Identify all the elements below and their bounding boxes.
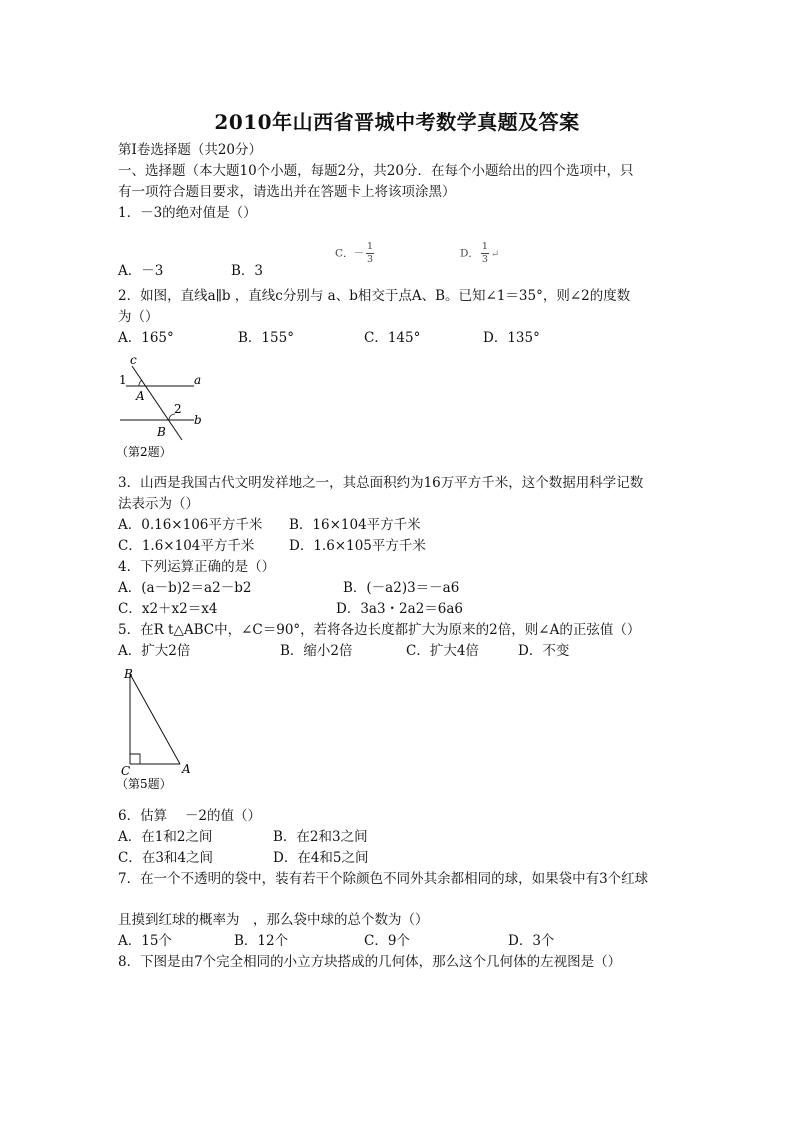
q2-stem-line1: 2．如图，直线a∥b ，直线c分别与 a、b相交于点A、B。已知∠1＝35°，则∠2的度数 xyxy=(118,288,631,304)
q2-option-b: B．155° xyxy=(238,330,294,346)
q4-option-a: A．(a－b)2＝a2－b2 xyxy=(118,580,252,596)
q5-label-A: A xyxy=(182,762,191,776)
q5-label-B: B xyxy=(124,667,133,681)
q2-label-B: B xyxy=(157,425,166,439)
q4-option-b: B．(－a2)3＝－a6 xyxy=(343,580,460,596)
q1-option-d-fraction xyxy=(481,242,489,265)
q1-d-frac-denominator: 3 xyxy=(481,254,488,265)
q2-label-1: 1 xyxy=(119,373,127,387)
q2-label-A: A xyxy=(136,389,145,403)
q2-stem-line2: 为（） xyxy=(118,309,159,325)
q8-stem: 8．下图是由7个完全相同的小立方块搭成的几何体，那么这个几何体的左视图是（） xyxy=(118,954,622,970)
q1-option-a: A．－3 xyxy=(118,263,164,279)
q2-option-a: A．165° xyxy=(118,330,174,346)
q1-option-d-prefix: D． xyxy=(460,247,479,260)
q3-option-c: C．1.6×104平方千米 xyxy=(118,538,255,554)
q4-stem: 4．下列运算正确的是（） xyxy=(118,559,276,575)
q5-option-a: A．扩大2倍 xyxy=(118,643,191,659)
q5-figure-right-triangle xyxy=(110,664,220,794)
q3-option-b: B．16×104平方千米 xyxy=(289,517,421,533)
part1-heading: 第Ⅰ卷选择题（共20分） xyxy=(118,142,263,158)
q6-option-b: B．在2和3之间 xyxy=(273,829,368,845)
q6-stem: 6．估算 －2的值（） xyxy=(118,808,261,824)
q5-option-d: D．不变 xyxy=(518,643,570,659)
q2-option-c: C．145° xyxy=(364,330,421,346)
q2-label-2: 2 xyxy=(174,402,182,416)
q2-figure-caption: （第2题） xyxy=(116,445,172,459)
q1-option-d xyxy=(460,242,499,265)
page-title: 2010年山西省晋城中考数学真题及答案 xyxy=(214,110,580,134)
q3-option-d: D．1.6×105平方千米 xyxy=(289,538,426,554)
q2-option-d: D．135° xyxy=(483,330,540,346)
q1-option-b: B．3 xyxy=(231,263,264,279)
section1-instructions-line2: 有一项符合题目要求，请选出并在答题卡上将该项涂黑） xyxy=(118,184,456,200)
q7-option-b: B．12个 xyxy=(234,933,289,949)
q1-option-c-fraction xyxy=(366,242,374,265)
q1-option-c xyxy=(335,242,374,265)
q6-option-d: D．在4和5之间 xyxy=(273,850,369,866)
q7-option-a: A．15个 xyxy=(118,933,172,949)
section1-instructions-line1: 一、选择题（本大题10个小题，每题2分，共20分．在每个小题给出的四个选项中，只 xyxy=(118,163,634,179)
q1-d-frac-numerator: 1 xyxy=(481,241,488,252)
side-AB xyxy=(130,674,180,764)
q3-stem-line1: 3．山西是我国古代文明发祥地之一，其总面积约为16万平方千米，这个数据用科学记数 xyxy=(118,475,644,491)
q2-label-a: a xyxy=(194,373,202,387)
right-angle-marker-icon xyxy=(130,754,140,764)
q2-label-c: c xyxy=(130,353,137,367)
q5-stem: 5．在R t△ABC中，∠C＝90°，若将各边长度都扩大为原来的2倍，则∠A的正弦值（） xyxy=(118,622,641,638)
q5-option-b: B．缩小2倍 xyxy=(280,643,353,659)
q4-option-d: D．3a3・2a2＝6a6 xyxy=(336,601,464,617)
q6-option-a: A．在1和2之间 xyxy=(118,829,213,845)
q3-stem-line2: 法表示为（） xyxy=(118,496,199,512)
q5-label-C: C xyxy=(121,764,131,778)
q1-c-frac-numerator: 1 xyxy=(367,241,374,252)
q1-option-c-prefix: C．－ xyxy=(335,247,365,260)
q7-stem-line2: 且摸到红球的概率为 ，那么袋中球的总个数为（） xyxy=(118,912,429,928)
q6-option-c: C．在3和4之间 xyxy=(118,850,214,866)
q1-stem: 1．－3的绝对值是（） xyxy=(118,205,257,221)
return-mark-icon: ↵ xyxy=(490,248,500,260)
q1-c-frac-denominator: 3 xyxy=(367,254,374,265)
q2-label-b: b xyxy=(194,413,202,427)
q7-option-c: C．9个 xyxy=(364,933,410,949)
q7-stem-line1: 7．在一个不透明的袋中，装有若干个除颜色不同外其余都相同的球，如果袋中有3个红球 xyxy=(118,871,649,887)
q2-figure-parallel-lines xyxy=(110,350,220,462)
q7-option-d: D．3个 xyxy=(508,933,555,949)
q5-option-c: C．扩大4倍 xyxy=(406,643,479,659)
q3-option-a: A．0.16×106平方千米 xyxy=(118,517,263,533)
q5-figure-caption: （第5题） xyxy=(116,777,172,791)
q4-option-c: C．x2＋x2＝x4 xyxy=(118,601,218,617)
